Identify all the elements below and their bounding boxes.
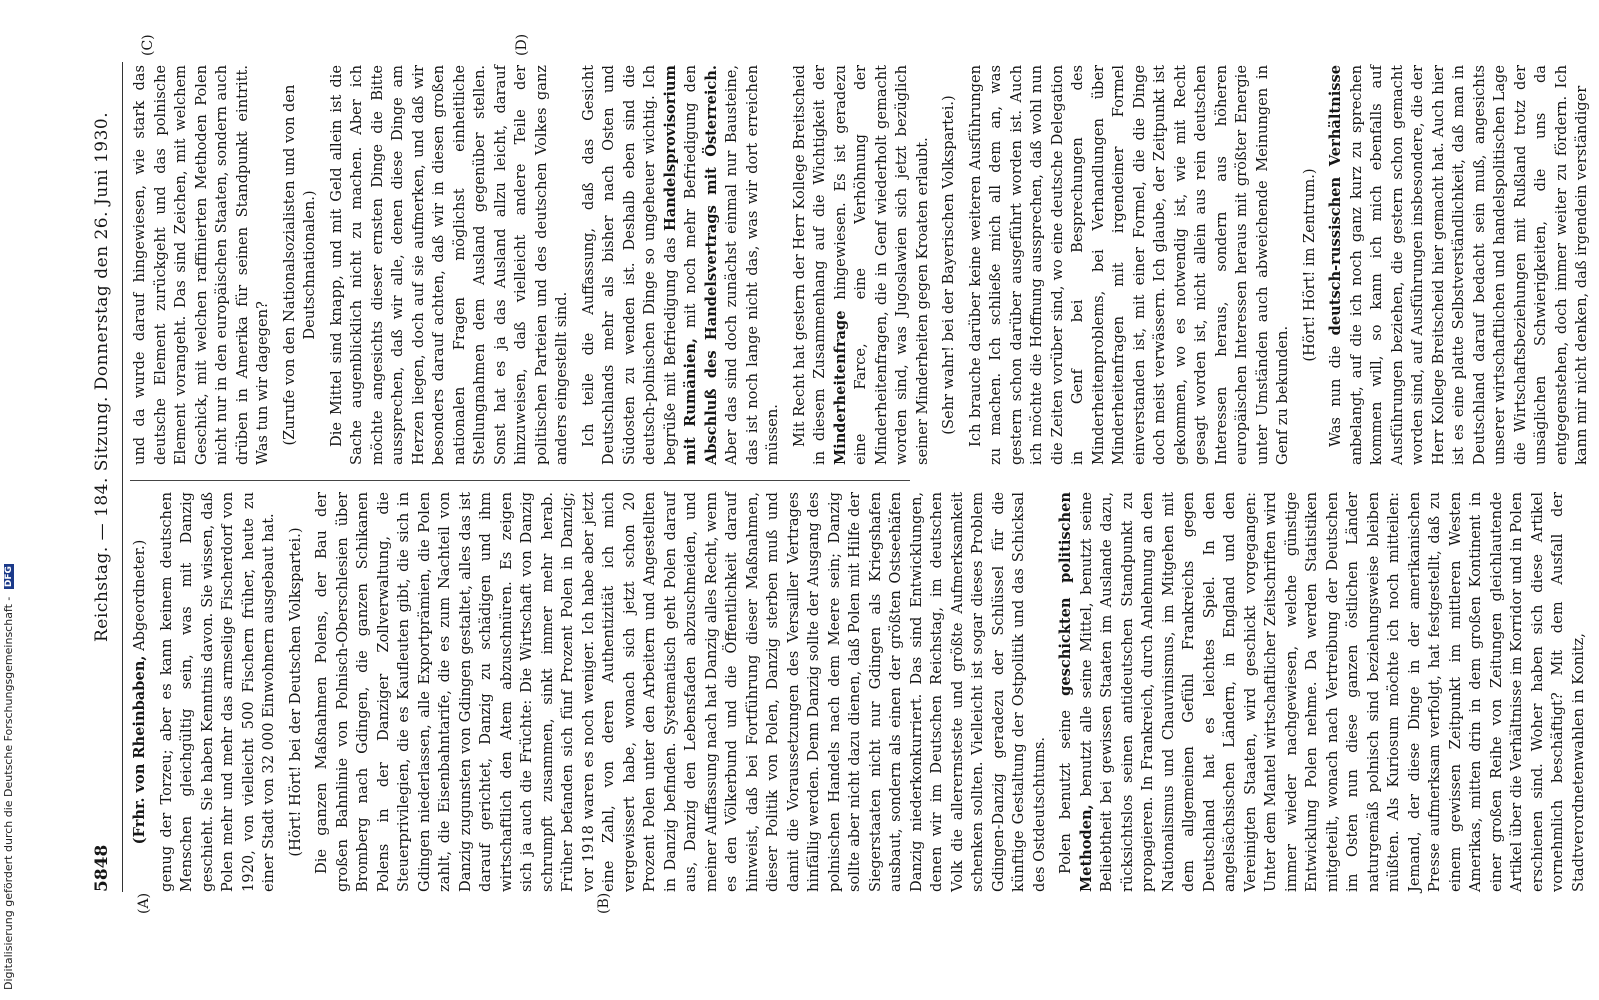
interjection: (Sehr wahr! bei der Bayerischen Volkspartei.) (940, 95, 957, 435)
footer-text-line (2, 564, 15, 990)
margin-mark-c: (C) (140, 34, 156, 56)
paragraph (1326, 65, 1593, 465)
text-run: hingewiesen. Es ist geradezu eine Farce, eine Verhöhnung der Minderheitenfragen, die in Genf wiederholt gemacht worden sind, was Jugoslawien sich jetzt bezüglich seiner Minderheiten gegen Kroaten erlaubt. (831, 65, 931, 465)
running-title: Reichstag. — 184. Sitzung. Donnerstag den 26. Juni 1930. (92, 111, 112, 642)
paragraph (1056, 492, 1589, 892)
page-number: 5848 (92, 844, 112, 892)
speaker-line (130, 492, 151, 892)
margin-mark-a: (A) (136, 892, 152, 914)
paragraph: Ich brauche darüber keine weiteren Ausführungen zu machen. Ich schließe mich all dem an, was gestern schon darüber ausgeführt worden ist. Auch ich möchte die Hoffnung aussprechen, daß wohl nun die Zeiten vorüber sind, wo eine deutsche Delegation in Genf bei Besprechungen des Minderheitenproblems, bei Verhandlungen über Minderheitenfragen mit irgendeiner Formel einverstanden ist, mit einer Formel, die die Dinge doch meist verwässern. Ich glaube, der Zeitpunkt ist gekommen, wo es notwendig ist, wie mit Recht gesagt worden ist, nicht allein aus rein deutschen Interessen heraus, sondern aus höheren europäischen Interessen heraus mit größter Energie unter Umständen auch abweichende Meinungen in Genf zu bekunden. (966, 65, 1291, 465)
text-run: Was nun die (1327, 345, 1344, 447)
page-header (92, 62, 120, 892)
digitization-footer (2, 0, 16, 1000)
speaker-role: Abgeordneter.) (131, 539, 148, 651)
paragraph: Die ganzen Maßnahmen Polens, der Bau der großen Bahnlinie von Polnisch-Oberschlesien über Bromberg nach Gdingen, die ganzen Schikanen Polens in der Danziger Zollverwaltung, die Steuerprivilegien, die es Kaufleuten gibt, die sich in Gdingen niederlassen, alle Exportprämien, die Polen zahlt, die Eisenbahntarife, die es zum Nachteil von Danzig zugunsten von Gdingen gestaltet, alles das ist darauf gerichtet, Danzig zu schädigen und ihm wirtschaftlich den Atem abzuschnüren. Es zeigen sich ja auch die Früchte: Die Wirtschaft von Danzig schrumpft zusammen, sinkt immer mehr herab. Früher befanden sich fünf Prozent Polen in Danzig; vor 1918 waren es noch weniger. Ich habe aber jetzt eine Zahl, von deren Authentizität ich mich vergewissert habe, wonach sich jetzt schon 20 Prozent Polen unter den Arbeitern und Angestellten in Danzig befinden. Systematisch geht Polen darauf aus, Danzig den Lebensfaden abzuschneiden, und meiner Auffassung nach hat Danzig alles Recht, wenn es den Völkerbund und die Öffentlichkeit darauf hinweist, daß bei Fortführung dieser Maßnahmen, dieser Politik von Polen, Danzig sterben muß und damit die Voraussetzungen des Versailler Vertrages hinfällig werden. Denn Danzig sollte der Ausgang des polnischen Handels nach dem Meere sein; Danzig sollte aber nicht dazu dienen, daß Polen mit Hilfe der Siegerstaaten nicht nur Gdingen als Kriegshafen ausbaut, sondern als einen der größten Ostseehäfen Danzig niederkonkurriert. Das sind Entwicklungen, denen wir im Deutschen Reichstag, im deutschen Volk die allerernsteste und größte Aufmerksamkeit schenken sollten. Vielleicht ist sogar dieses Problem Gdingen-Danzig geradezu der Schlüssel für die künftige Gestaltung der Ostpolitik und das Schicksal des Ostdeutschtums. (313, 492, 1048, 892)
text-run: Aber das sind doch zunächst einmal nur Bausteine, das ist noch lange nicht das, was wir dort erreichen müssen. (723, 65, 781, 465)
text-run: benutzt alle seine Mittel, benutzt seine Beliebtheit bei gewissen Staaten im Auslande dazu, rücksichtslos seinen antideutschen Standpunkt zu propagieren. In Frankreich, durch Anlehnung an den Nationalismus und Chauvinismus, im Mitgehen mit dem allgemeinen Gefühl Frankreichs gegen Deutschland hat es leichtes Spiel. In den angelsächsischen Ländern, in England und den Vereinigten Staaten, wird geschickt vorgegangen: Unter dem Mantel wirtschaftlicher Zeitschriften wird immer wieder nachgewiesen, welche günstige Entwicklung Polen nehme. Da werden Statistiken mitgeteilt, wonach nach Vertreibung der Deutschen im Osten nun diese ganzen östlichen Länder naturgemäß polnisch sind beziehungsweise bleiben müßten. Als Kuriosum möchte ich noch mitteilen: Jemand, der diese Dinge in der amerikanischen Presse aufmerksam verfolgt, hat festgestellt, daß zu einem gewissen Zeitpunkt im mittleren Westen Amerikas, mitten drin in dem großen Kontinent in einer großen Reihe von Zeitungen gleichlautende Artikel über die Verhältnisse im Korridor und in Polen erschienen sind. Woher haben sich diese Artikel vornehmlich beschäftigt? Mit dem Ausfall der Stadtverordnetenwahlen in Konitz, (1077, 492, 1587, 892)
margin-mark-d: (D) (514, 33, 530, 56)
interjection: (Hört! Hört! im Zentrum.) (1300, 168, 1318, 362)
column-divider (130, 480, 910, 481)
text-run: Mit Recht hat gestern der Herr Kollege Breitscheid in diesem Zusammenhang auf die Wichtigkeit der (790, 65, 828, 465)
text-run: mit noch mehr Befriedigung den (682, 65, 699, 328)
text-run: Ich teile die Auffassung, daß das Gesicht Deutschlands mehr als bisher nach Osten und Südosten zu wenden ist. Deshalb eben sind die deutsch-polnischen Dinge so ungeheuer wichtig. Ich begrüße mit Befriedigung das (579, 65, 679, 465)
emphasis: Handelsprovisorium mit Rumänien, (661, 65, 699, 465)
paragraph: Die Mittel sind knapp, und mit Geld allein ist die Sache augenblicklich nicht zu machen. Aber ich möchte angesichts dieser ernsten Dinge die Bitte aussprechen, daß wir alle, denen diese Dinge am Herzen liegen, doch auf sie aufmerken, und daß wir besonders darauf achten, daß wir in diesen großen nationalen Fragen möglichst einheitliche Stellungnahmen dem Ausland gegenüber stellen. Sonst hat es ja das Ausland allzu leicht, darauf hinzuweisen, daß vielleicht andere Teile der politischen Parteien und des deutschen Volkes ganz anders eingestellt sind. (327, 65, 570, 465)
emphasis: Abschluß des Handelsvertrags mit Österreich. (702, 65, 720, 465)
right-column (130, 65, 1599, 465)
left-column (130, 492, 1595, 892)
interjection: (Zurufe von den Nationalsozialisten und von den Deutschnationalen.) (280, 84, 318, 446)
emphasis: Minderheitenfrage (831, 310, 849, 465)
emphasis: deutsch-russischen Verhältnisse (1327, 65, 1344, 336)
footer-credit: Digitalisierung gefördert durch die Deutsche Forschungsgemeinschaft - (2, 596, 15, 990)
margin-mark-b: (B) (596, 892, 612, 914)
paragraph (579, 65, 784, 465)
speaker-name: (Frhr. von Rheinbaben, (131, 655, 148, 845)
emphasis: geschickten politischen Methoden, (1057, 492, 1095, 892)
paragraph (790, 65, 934, 465)
paragraph: genug der Torzeu; aber es kann keinem deutschen Menschen gleichgültig sein, was mit Danzig geschieht. Sie haben Kenntnis davon. Sie wissen, daß Polen mehr und mehr das armselige Fischerdorf von 1920, von vielleicht 500 Fischern früher, heute zu einer Stadt von 32 000 Einwohnern ausgebaut hat. (157, 492, 277, 892)
interjection: (Hört! Hört! bei der Deutschen Volkspartei.) (286, 527, 304, 857)
header-rule (122, 62, 123, 892)
dfg-logo: DFG (4, 566, 14, 588)
paragraph: und da wurde darauf hingewiesen, wie stark das deutsche Element zurückgeht und das polnische Element vorangeht. Das sind Zeichen, mit welchem Geschick, mit welchen raffinierten Methoden Polen nicht nur in den europäischen Staaten, sondern auch drüben in Amerika für seinen Standpunkt eintritt. Was tun wir dagegen? (131, 65, 271, 465)
text-run: Polen benutzt seine (1057, 710, 1074, 874)
text-run: anbelangt, auf die ich noch ganz kurz zu sprechen kommen will, so kann ich mich ebenfalls auf Ausführungen beziehen, die gestern schon gemacht worden sind, auf Ausführungen insbesondere, die der Herr Kollege Breitscheid hier gemacht hat. Auch hier ist es eine platte Selbstverständlichkeit, daß man in Deutschland darauf bedacht sein muß, angesichts unserer wirtschaftlichen und handelspolitischen Lage die Wirtschaftsbeziehungen mit Rußland trotz der unsäglichen Schwierigkeiten, die uns da entgegenstehen, doch immer weiter zu fördern. Ich kann mir nicht denken, daß irgendein verständiger (1347, 65, 1590, 465)
